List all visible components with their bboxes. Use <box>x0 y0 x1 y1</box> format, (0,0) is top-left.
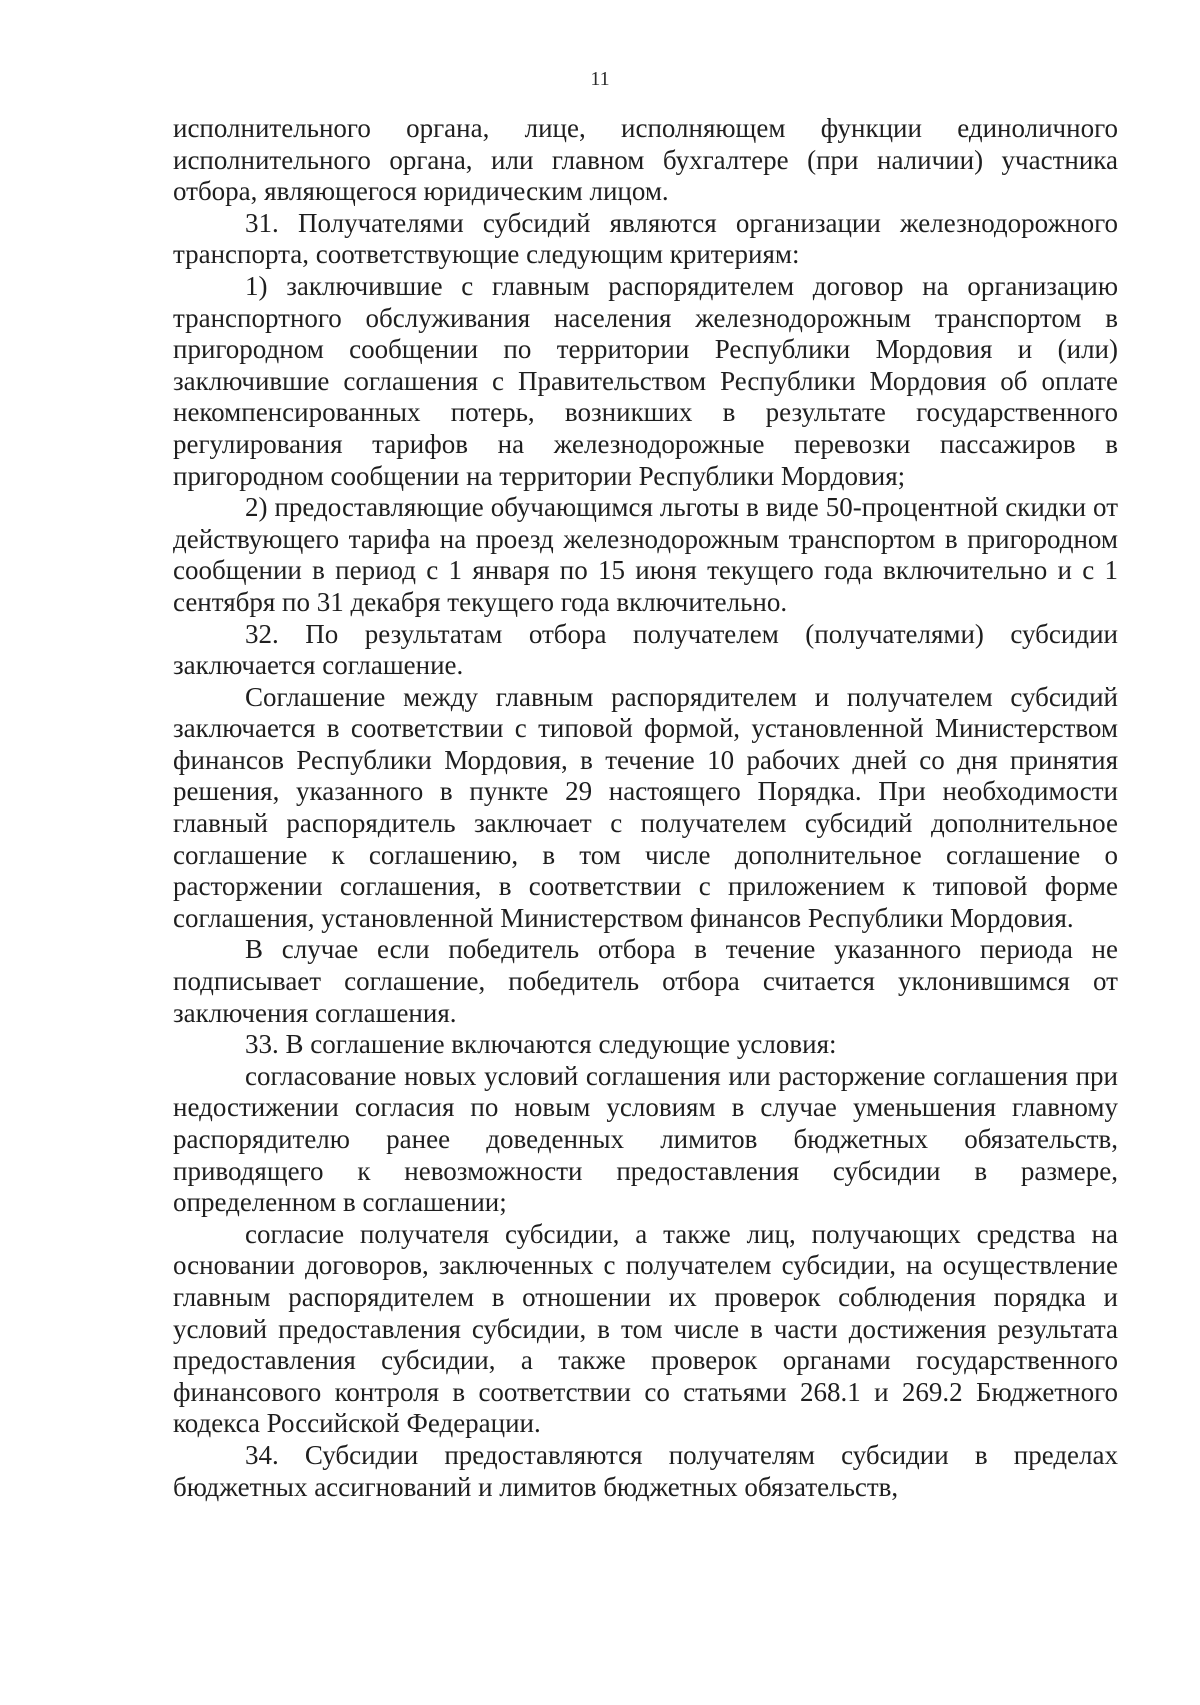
paragraph-point-32: 32. По результатам отбора получателем (получателями) субсидии заключается соглашение. <box>173 618 1118 681</box>
paragraph-point-33: 33. В соглашение включаются следующие условия: <box>245 1029 837 1060</box>
paragraph-agreement-terms: Соглашение между главным распорядителем и получателем субсидий заключается в соответствии с типовой формой, установленной Министерством финансов Республики Мордовия, в течение 10 рабочих дней со дня принятия решения, указанного в пункте 29 настоящего Порядка. При необходимости главный распорядитель заключает с получателем субсидий дополнительное соглашение к соглашению, в том числе дополнительное соглашение о расторжении соглашения, в соответствии с приложением к типовой форме соглашения, установленной Министерством финансов Республики Мордовия. <box>173 681 1118 933</box>
paragraph-point-34: 34. Субсидии предоставляются получателям субсидии в пределах бюджетных ассигнований и лимитов бюджетных обязательств, <box>173 1439 1118 1502</box>
list-item-criterion-2: 2) предоставляющие обучающимся льготы в виде 50-процентной скидки от действующего тарифа на проезд железнодорожным транспортом в пригородном сообщении в период с 1 января по 15 июня текущего года включительно и с 1 сентября по 31 декабря текущего года включительно. <box>173 492 1118 617</box>
paragraph-point-31: 31. Получателями субсидий являются организации железнодорожного транспорта, соответствующие следующим критериям: <box>173 207 1118 270</box>
document-body <box>173 113 1118 1503</box>
page-number: 11 <box>590 68 610 90</box>
paragraph-winner-evasion: В случае если победитель отбора в течение указанного периода не подписывает соглашение, победитель отбора считается уклонившимся от заключения соглашения. <box>173 934 1118 1028</box>
list-item-criterion-1: 1) заключившие с главным распорядителем договор на организацию транспортного обслуживания населения железнодорожным транспортом в пригородном сообщении по территории Республики Мордовия и (или) заключившие соглашения с Правительством Республики Мордовия об оплате некомпенсированных потерь, возникших в результате государственного регулирования тарифов на железнодорожные перевозки пассажиров в пригородном сообщении на территории Республики Мордовия; <box>173 270 1118 491</box>
paragraph-condition-inspections: согласие получателя субсидии, а также лиц, получающих средства на основании договоров, заключенных с получателем субсидии, на осуществление главным распорядителем в отношении их проверок соблюдения порядка и условий предоставления субсидии, в том числе в части достижения результата предоставления субсидии, а также проверок органами государственного финансового контроля в соответствии со статьями 268.1 и 269.2 Бюджетного кодекса Российской Федерации. <box>173 1218 1118 1439</box>
paragraph-continuation: исполнительного органа, лице, исполняющем функции единоличного исполнительного органа, или главном бухгалтере (при наличии) участника отбора, являющегося юридическим лицом. <box>173 113 1118 207</box>
paragraph-condition-renegotiation: согласование новых условий соглашения или расторжение соглашения при недостижении согласия по новым условиям в случае уменьшения главному распорядителю ранее доведенных лимитов бюджетных обязательств, приводящего к невозможности предоставления субсидии в размере, определенном в соглашении; <box>173 1060 1118 1218</box>
